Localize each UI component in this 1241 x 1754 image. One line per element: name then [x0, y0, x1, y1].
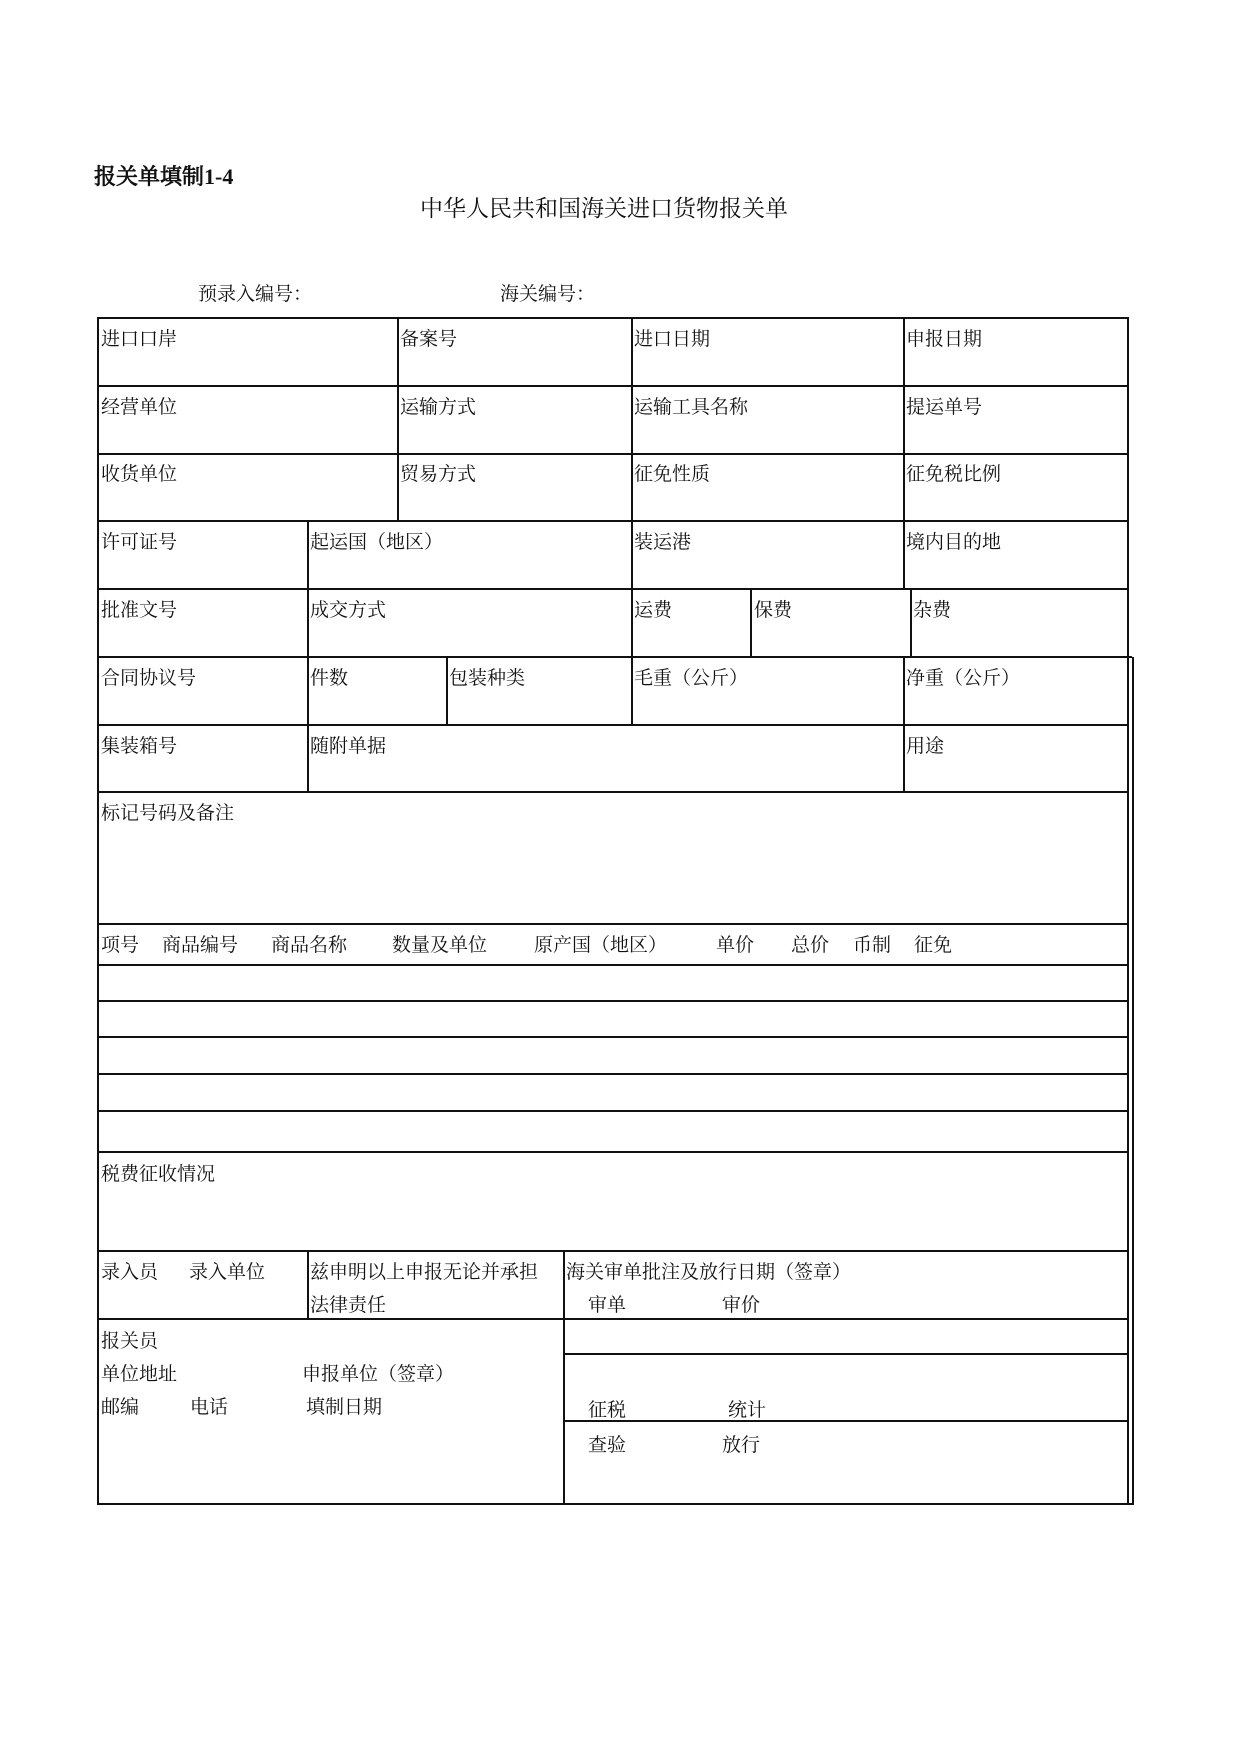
- item-number-header: 项号: [101, 934, 140, 956]
- quantity-unit-header: 数量及单位: [392, 934, 488, 956]
- row-line: [563, 1353, 1128, 1355]
- declare-date-label: 申报日期: [906, 328, 983, 350]
- col-line: [446, 656, 448, 725]
- license-number-label: 许可证号: [101, 531, 178, 553]
- row-line: [97, 791, 1128, 793]
- import-port-label: 进口口岸: [101, 328, 178, 350]
- bill-number-label: 提运单号: [906, 396, 983, 418]
- container-number-label: 集装箱号: [101, 735, 178, 757]
- col-line: [910, 588, 912, 657]
- release-label: 放行: [722, 1434, 761, 1456]
- row-line: [97, 1151, 1128, 1153]
- total-price-header: 总价: [791, 934, 830, 956]
- loading-port-label: 装运港: [634, 531, 692, 553]
- row-line: [97, 1000, 1128, 1002]
- insurance-label: 保费: [754, 599, 793, 621]
- contract-number-label: 合同协议号: [101, 667, 197, 689]
- levy-header: 征免: [914, 934, 953, 956]
- row-line: [97, 520, 1128, 522]
- packages-label: 件数: [310, 667, 349, 689]
- frame-top: [97, 317, 1128, 319]
- frame-left: [97, 317, 99, 1505]
- unit-address-label: 单位地址: [101, 1363, 178, 1385]
- record-number-label: 备案号: [400, 328, 458, 350]
- statistics-label: 统计: [728, 1399, 767, 1421]
- inspection-label: 查验: [588, 1434, 627, 1456]
- section-label: 报关单填制1-4: [94, 164, 234, 189]
- col-line: [750, 588, 752, 657]
- tax-collection-label: 税费征收情况: [101, 1163, 216, 1185]
- levy-nature-label: 征免性质: [634, 463, 711, 485]
- consignee-label: 收货单位: [101, 463, 178, 485]
- declaration-statement-cont: 法律责任: [310, 1294, 387, 1316]
- row-line: [563, 1420, 1128, 1422]
- attached-documents-label: 随附单据: [310, 735, 387, 757]
- goods-code-header: 商品编号: [162, 934, 239, 956]
- origin-country-label: 起运国（地区）: [310, 531, 444, 553]
- customs-approval-label: 海关审单批注及放行日期（签章）: [566, 1261, 852, 1283]
- pre-entry-number-label: 预录入编号：: [198, 283, 313, 305]
- tax-ratio-label: 征免税比例: [906, 463, 1002, 485]
- goods-name-header: 商品名称: [271, 934, 348, 956]
- approval-number-label: 批准文号: [101, 599, 178, 621]
- row-line: [97, 1250, 1128, 1252]
- frame-bottom: [97, 1503, 1132, 1505]
- origin-header: 原产国（地区）: [534, 934, 668, 956]
- col-line: [903, 656, 905, 792]
- usage-label: 用途: [906, 735, 945, 757]
- phone-label: 电话: [190, 1396, 229, 1418]
- frame-right-upper: [1127, 317, 1129, 1505]
- declaring-unit-seal-label: 申报单位（签章）: [302, 1363, 455, 1385]
- freight-label: 运费: [634, 599, 673, 621]
- form-title: 中华人民共和国海关进口货物报关单: [420, 196, 788, 222]
- entry-unit-label: 录入单位: [189, 1261, 266, 1283]
- destination-label: 境内目的地: [906, 531, 1002, 553]
- import-date-label: 进口日期: [634, 328, 711, 350]
- col-line: [307, 520, 309, 792]
- trade-mode-label: 贸易方式: [400, 463, 477, 485]
- vehicle-name-label: 运输工具名称: [634, 396, 749, 418]
- row-line: [97, 588, 1128, 590]
- package-type-label: 包装种类: [449, 667, 526, 689]
- levy-tax-label: 征税: [588, 1399, 627, 1421]
- operator-label: 经营单位: [101, 396, 178, 418]
- col-line: [631, 317, 633, 725]
- unit-price-header: 单价: [716, 934, 755, 956]
- postcode-label: 邮编: [101, 1396, 140, 1418]
- declarant-label: 报关员: [101, 1330, 159, 1352]
- misc-fee-label: 杂费: [913, 599, 952, 621]
- review-document-label: 审单: [588, 1294, 627, 1316]
- row-line: [97, 1073, 1128, 1075]
- row-line: [97, 923, 1128, 925]
- col-line: [563, 1250, 565, 1504]
- review-price-label: 审价: [722, 1294, 761, 1316]
- net-weight-label: 净重（公斤）: [906, 667, 1021, 689]
- row-line: [97, 1110, 1128, 1112]
- customs-number-label: 海关编号：: [500, 283, 596, 305]
- col-line: [903, 317, 905, 589]
- row-line: [97, 964, 1128, 966]
- marks-remarks-label: 标记号码及备注: [101, 802, 235, 824]
- deal-mode-label: 成交方式: [310, 599, 387, 621]
- transport-mode-label: 运输方式: [400, 396, 477, 418]
- col-line: [307, 1250, 309, 1319]
- fill-date-label: 填制日期: [306, 1396, 383, 1418]
- gross-weight-label: 毛重（公斤）: [634, 667, 749, 689]
- frame-right-outer: [1132, 657, 1134, 1505]
- row-line: [97, 656, 1132, 658]
- declaration-statement: 兹申明以上申报无论并承担: [310, 1261, 539, 1283]
- row-line: [97, 1036, 1128, 1038]
- currency-header: 币制: [853, 934, 892, 956]
- row-line: [97, 453, 1128, 455]
- row-line: [97, 1318, 1128, 1320]
- col-line: [397, 317, 399, 521]
- row-line: [97, 385, 1128, 387]
- row-line: [97, 724, 1128, 726]
- entry-clerk-label: 录入员: [101, 1261, 159, 1283]
